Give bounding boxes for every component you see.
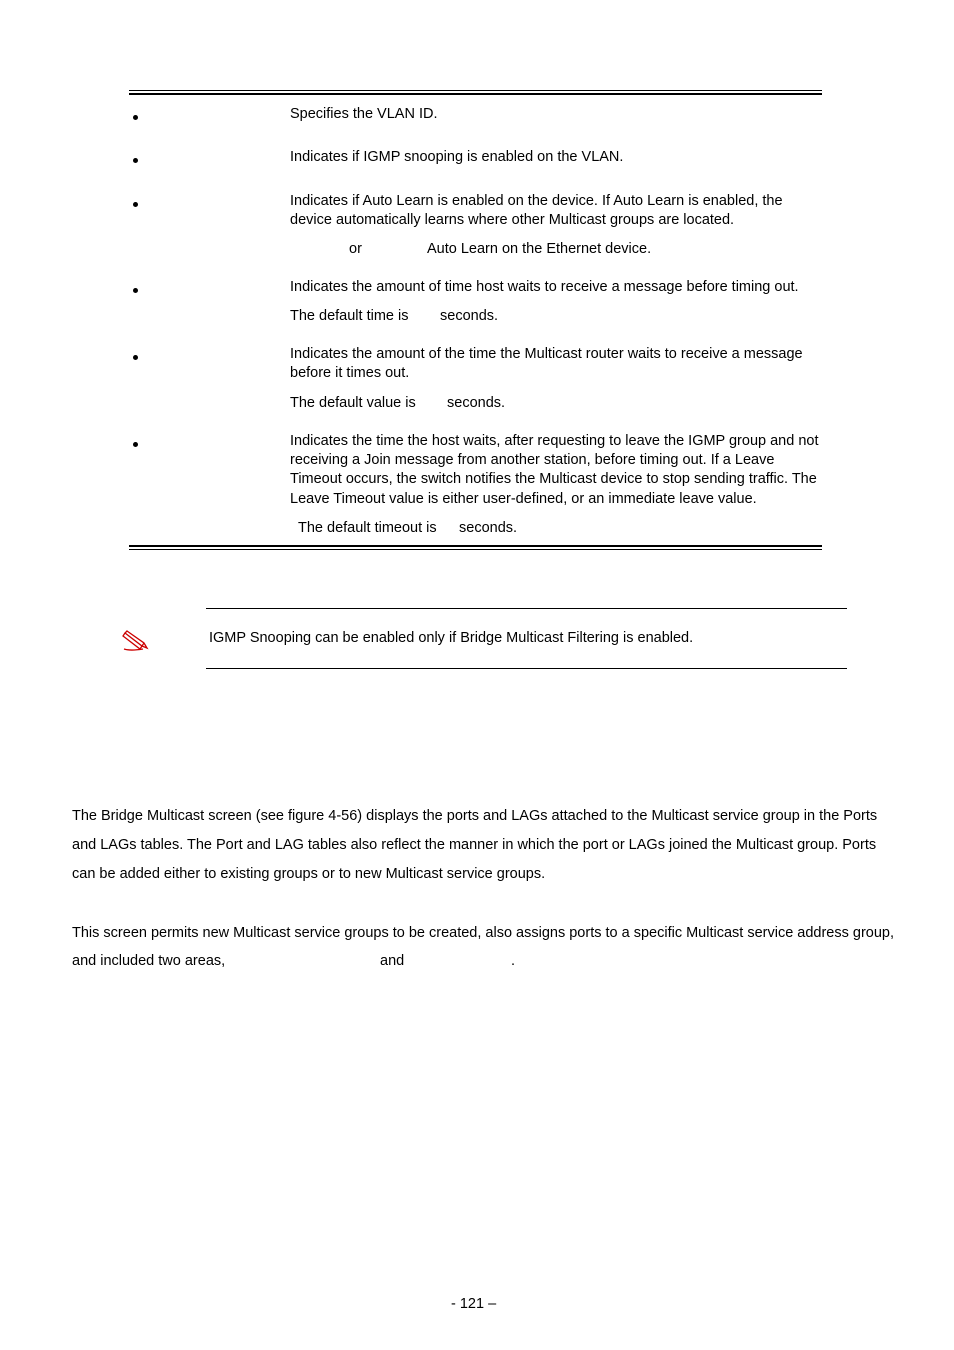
body-paragraph-2-line-1: This screen permits new Multicast service groups to be created, also assigns ports to a specific Multicast service address group,: [72, 925, 895, 941]
pencil-note-icon: [122, 630, 152, 652]
table-top-rule-2: [129, 93, 822, 95]
bullet: [133, 288, 138, 293]
row-3-description-line-1: Indicates if Auto Learn is enabled on the device. If Auto Learn is enabled, the: [290, 193, 783, 209]
body-paragraph-1: The Bridge Multicast screen (see figure 4-56) displays the ports and LAGs attached to the Multicast service group in the Ports and LAGs tables. The Port and LAG tables also reflect the manner in which the port or LAGs joined the Multicast group. Ports can be added either to existing groups or to new Multicast service groups.: [72, 808, 878, 882]
row-3-option-tail: Auto Learn on the Ethernet device.: [427, 241, 652, 257]
table-bottom-rule-2: [129, 549, 822, 550]
note-text: IGMP Snooping can be enabled only if Bridge Multicast Filtering is enabled.: [209, 630, 694, 646]
row-6-default-head: The default timeout is: [298, 520, 437, 536]
row-3-option-or: or: [349, 241, 362, 257]
bullet: [133, 115, 138, 120]
row-3-description-line-2: device automatically learns where other Multicast groups are located.: [290, 212, 735, 228]
row-6-description-line-1: Indicates the time the host waits, after requesting to leave the IGMP group and not: [290, 433, 819, 449]
row-5-description-line-1: Indicates the amount of the time the Multicast router waits to receive a message: [290, 346, 803, 362]
body-paragraph-2-and: and: [380, 953, 405, 969]
row-4-default-head: The default time is: [290, 308, 409, 324]
bullet: [133, 355, 138, 360]
row-6-default-tail: seconds.: [459, 520, 518, 536]
row-6-description-line-3: Timeout occurs, the switch notifies the Multicast device to stop sending traffic. The: [290, 471, 817, 487]
body-paragraph-2-end: .: [511, 953, 516, 969]
row-2-description: Indicates if IGMP snooping is enabled on the VLAN.: [290, 149, 624, 165]
page-number: - 121 –: [451, 1296, 497, 1312]
bullet: [133, 442, 138, 447]
row-6-description-line-4: Leave Timeout value is either user-defined, or an immediate leave value.: [290, 491, 757, 507]
row-4-description: Indicates the amount of time host waits to receive a message before timing out.: [290, 279, 799, 295]
row-6-description-line-2: receiving a Join message from another station, before timing out. If a Leave: [290, 452, 775, 468]
note-bottom-rule: [206, 668, 847, 669]
row-4-default-tail: seconds.: [440, 308, 499, 324]
row-5-description-line-2: before it times out.: [290, 365, 410, 381]
body-paragraph-2-start: and included two areas,: [72, 953, 226, 969]
row-5-default-head: The default value is: [290, 395, 416, 411]
row-1-description: Specifies the VLAN ID.: [290, 106, 438, 122]
row-5-default-tail: seconds.: [447, 395, 506, 411]
table-bottom-rule: [129, 545, 822, 547]
note-top-rule: [206, 608, 847, 609]
bullet: [133, 158, 138, 163]
table-top-rule: [129, 90, 822, 91]
bullet: [133, 202, 138, 207]
